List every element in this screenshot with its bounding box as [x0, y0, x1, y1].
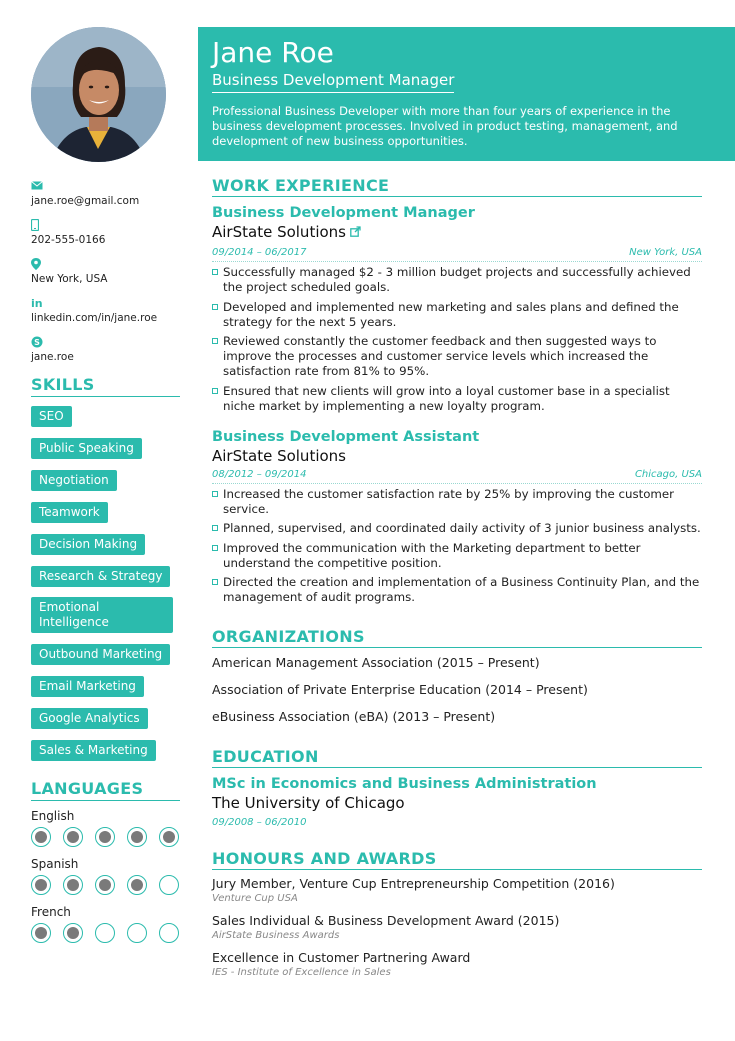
linkedin-text[interactable]: linkedin.com/in/jane.roe [31, 312, 158, 324]
bullet-square-icon [212, 304, 218, 310]
contact-location [31, 258, 180, 286]
skills-heading: SKILLS [31, 375, 180, 397]
job-entry [212, 428, 702, 606]
bullet-item [212, 265, 702, 295]
level-dot-empty [95, 923, 115, 943]
language-item [31, 857, 180, 895]
summary-text: Professional Business Developer with more than four years of experience in the business development processes. Involved in product testing, management, and development of new business opportunities. [212, 104, 678, 148]
contact-list [31, 180, 180, 364]
skill-tag: Emotional Intelligence [31, 597, 173, 633]
contact-email [31, 180, 180, 208]
linkedin-icon: in [31, 297, 43, 310]
skype-text: jane.roe [31, 351, 74, 363]
phone-icon [31, 219, 180, 232]
bullet-square-icon [212, 491, 218, 497]
bullet-text: Successfully managed $2 - 3 million budget projects and successfully achieved the project scheduled goals. [223, 265, 691, 294]
level-dot-filled [159, 827, 179, 847]
bullet-square-icon [212, 269, 218, 275]
skills-list [31, 405, 180, 771]
person-name: Jane Roe [212, 36, 334, 69]
award-org: IES - Institute of Excellence in Sales [212, 967, 391, 978]
skill-tag: Research & Strategy [31, 566, 170, 587]
bullet-square-icon [212, 579, 218, 585]
bullet-text: Planned, supervised, and coordinated daily activity of 3 junior business analysts. [223, 521, 701, 535]
bullet-text: Ensured that new clients will grow into a loyal customer base in a specialist niche market by implementing a new loyalty program. [223, 383, 670, 413]
email-text[interactable]: jane.roe@gmail.com [31, 195, 140, 207]
language-level [31, 827, 180, 847]
language-name: English [31, 809, 75, 823]
bullet-square-icon [212, 545, 218, 551]
profile-photo [31, 27, 166, 162]
skill-tag: Sales & Marketing [31, 740, 156, 761]
job-company: AirState Solutions [212, 446, 346, 465]
job-meta [212, 246, 702, 262]
level-dot-empty [159, 923, 179, 943]
language-item [31, 809, 180, 847]
skill-tag: Email Marketing [31, 676, 144, 697]
skill-tag: Negotiation [31, 470, 117, 491]
organization-item: eBusiness Association (eBA) (2013 – Present) [212, 709, 496, 724]
language-name: Spanish [31, 857, 79, 871]
bullet-text: Improved the communication with the Marketing department to better understand the competitive position. [223, 540, 641, 570]
header-banner [198, 27, 735, 161]
organization-item: American Management Association (2015 – Present) [212, 655, 540, 670]
person-title: Business Development Manager [212, 70, 454, 93]
level-dot-filled [63, 923, 83, 943]
skill-tag: Google Analytics [31, 708, 148, 729]
award-title: Sales Individual & Business Development Award (2015) [212, 913, 560, 928]
bullet-square-icon [212, 525, 218, 531]
education-dates: 09/2008 – 06/2010 [212, 817, 307, 828]
award-title: Jury Member, Venture Cup Entrepreneurship Competition (2016) [212, 876, 615, 891]
level-dot-empty [159, 875, 179, 895]
job-company: AirState Solutions [212, 223, 346, 241]
level-dot-filled [95, 875, 115, 895]
job-location: Chicago, USA [634, 468, 702, 480]
level-dot-filled [31, 875, 51, 895]
job-entry [212, 204, 702, 414]
bullet-square-icon [212, 388, 218, 394]
job-meta [212, 468, 702, 484]
award-org: AirState Business Awards [212, 930, 340, 941]
award-org: Venture Cup USA [212, 893, 298, 904]
svg-text:S: S [34, 338, 40, 347]
skill-tag: Decision Making [31, 534, 145, 555]
contact-skype [31, 336, 180, 364]
bullet-item [212, 384, 702, 414]
job-dates: 09/2014 – 06/2017 [212, 247, 307, 258]
bullet-item [212, 334, 702, 379]
location-icon [31, 258, 180, 271]
right-column [212, 176, 702, 979]
contact-phone [31, 219, 180, 247]
bullet-square-icon [212, 338, 218, 344]
bullet-text: Directed the creation and implementation of a Business Continuity Plan, and the management of audit programs. [223, 575, 700, 604]
level-dot-filled [63, 827, 83, 847]
left-column [31, 27, 180, 943]
job-dates: 08/2012 – 09/2014 [212, 468, 307, 480]
award-item [212, 876, 702, 905]
award-title: Excellence in Customer Partnering Award [212, 950, 471, 965]
level-dot-empty [127, 923, 147, 943]
language-item [31, 905, 180, 943]
job-role: Business Development Assistant [212, 428, 480, 445]
job-role: Business Development Manager [212, 205, 475, 221]
bullet-text: Reviewed constantly the customer feedback and then suggested ways to improve the processes and customer service levels which increased the satisfaction rate from 81% to 95%. [223, 334, 657, 378]
award-item [212, 950, 702, 979]
bullet-item [212, 575, 702, 605]
organization-item: Association of Private Enterprise Education (2014 – Present) [212, 682, 588, 697]
contact-linkedin [31, 297, 180, 325]
job-bullets [212, 265, 702, 414]
level-dot-filled [31, 827, 51, 847]
location-text: New York, USA [31, 273, 108, 285]
education-heading: EDUCATION [212, 747, 702, 768]
skill-tag: Outbound Marketing [31, 644, 170, 665]
external-link-icon[interactable] [350, 224, 361, 244]
level-dot-filled [127, 875, 147, 895]
education-school: The University of Chicago [212, 794, 405, 812]
job-location: New York, USA [629, 247, 702, 258]
language-name: French [31, 905, 71, 919]
language-level [31, 923, 180, 943]
bullet-item [212, 521, 702, 536]
bullet-item [212, 300, 702, 330]
level-dot-filled [95, 827, 115, 847]
languages-heading: LANGUAGES [31, 779, 180, 801]
phone-text[interactable]: 202-555-0166 [31, 234, 106, 246]
skill-tag: Public Speaking [31, 438, 142, 459]
award-item [212, 913, 702, 942]
bullet-text: Developed and implemented new marketing and sales plans and defined the strategy for the next 5 years. [223, 299, 679, 329]
bullet-text: Increased the customer satisfaction rate by 25% by improving the customer service. [223, 486, 675, 516]
skill-tag: Teamwork [31, 502, 108, 523]
awards-heading: HONOURS AND AWARDS [212, 849, 702, 870]
languages-list [31, 809, 180, 943]
email-icon [31, 180, 180, 193]
language-level [31, 875, 180, 895]
job-company-line [212, 222, 702, 244]
level-dot-filled [31, 923, 51, 943]
education-degree: MSc in Economics and Business Administration [212, 776, 597, 792]
organizations-heading: ORGANIZATIONS [212, 627, 702, 648]
skype-icon [31, 336, 180, 349]
bullet-item [212, 541, 702, 571]
job-bullets [212, 487, 702, 606]
work-experience-heading: WORK EXPERIENCE [212, 176, 702, 197]
bullet-item [212, 487, 702, 517]
level-dot-filled [63, 875, 83, 895]
skill-tag: SEO [31, 406, 72, 427]
level-dot-filled [127, 827, 147, 847]
